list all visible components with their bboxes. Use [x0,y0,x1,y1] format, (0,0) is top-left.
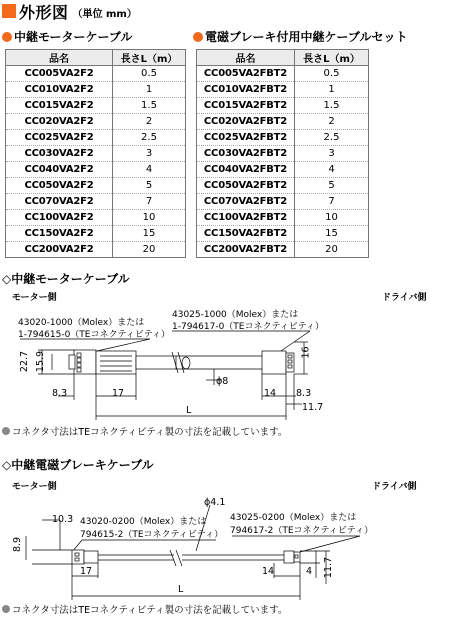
part-number-cell: CC025VA2F2 [6,130,113,146]
part-number-cell: CC015VA2FBT2 [197,98,295,114]
col-header-length: 長さL（m） [113,50,186,66]
part-number-cell: CC010VA2FBT2 [197,82,295,98]
diagram1-conn-right-2: 1-794617-0（TEコネクティビティ） [172,322,325,332]
dim-L: L [178,584,184,595]
part-number-cell: CC050VA2FBT2 [197,178,295,194]
part-number-cell: CC070VA2F2 [6,194,113,210]
note-bullet-icon [2,605,10,613]
part-number-cell: CC030VA2FBT2 [197,146,295,162]
dim-15-9: 15.9 [35,350,47,373]
length-cell: 7 [295,194,369,210]
length-cell: 0.5 [113,66,186,82]
length-cell: 2 [113,114,186,130]
length-cell: 3 [295,146,369,162]
length-cell: 2 [295,114,369,130]
diagram1-note [2,424,287,438]
dim-L: L [186,405,192,416]
diagram2-motor-side: モーター側 [12,482,57,492]
dim-14: 14 [264,388,277,399]
diagram2-note-text: コネクタ寸法はTEコネクティビティ製の寸法を記載しています。 [12,605,288,616]
dim-16: 16 [300,346,312,359]
length-cell: 7 [113,194,186,210]
col-header-length: 長さL（m） [295,50,369,66]
length-cell: 4 [295,162,369,178]
part-number-cell: CC150VA2FBT2 [197,226,295,242]
dim-8-3-left: 8.3 [52,388,68,399]
length-cell: 4 [113,162,186,178]
length-cell: 2.5 [295,130,369,146]
diagram1-note-text: コネクタ寸法はTEコネクティビティ製の寸法を記載しています。 [12,427,288,438]
part-number-cell: CC005VA2FBT2 [197,66,295,82]
length-cell: 15 [113,226,186,242]
dim-phi8: ϕ8 [216,376,229,387]
dim-11-7: 11.7 [302,402,324,413]
length-cell: 3 [113,146,186,162]
part-number-cell: CC020VA2FBT2 [197,114,295,130]
diagram2-conn-right-1: 43025-0200（Molex）または [230,513,357,523]
part-number-cell: CC200VA2F2 [6,242,113,258]
length-cell: 15 [295,226,369,242]
dim-4: 4 [306,566,313,577]
dim-14: 14 [262,566,275,577]
col-header-part: 品名 [6,50,113,66]
dim-11-7: 11.7 [323,556,335,579]
length-cell: 20 [295,242,369,258]
part-number-cell: CC005VA2F2 [6,66,113,82]
length-cell: 0.5 [295,66,369,82]
diagram2-conn-right-2: 794617-2（TEコネクティビティ） [230,526,374,536]
diagram1-driver-side: ドライバ側 [382,293,427,303]
diagram1-conn-right-1: 43025-1000（Molex）または [172,310,299,320]
title-text: 外形図 [19,2,69,22]
length-cell: 10 [113,210,186,226]
dim-8-3-right: 8.3 [296,388,312,399]
diagram2-driver-side: ドライバ側 [372,482,417,492]
part-number-cell: CC200VA2FBT2 [197,242,295,258]
part-number-cell: CC010VA2F2 [6,82,113,98]
dim-8-9: 8.9 [12,536,24,553]
length-cell: 1.5 [113,98,186,114]
length-cell: 5 [295,178,369,194]
length-cell: 5 [113,178,186,194]
diagram2-conn-left-1: 43020-0200（Molex）または [80,517,207,527]
length-cell: 1 [113,82,186,98]
diagram2-heading: ◇中継電磁ブレーキケーブル [2,458,154,472]
dim-17: 17 [112,388,125,399]
part-number-cell: CC040VA2FBT2 [197,162,295,178]
right-heading-text: 電磁ブレーキ付用中継ケーブルセット [205,30,408,44]
part-number-cell: CC015VA2F2 [6,98,113,114]
part-number-cell: CC150VA2F2 [6,226,113,242]
diagram1-conn-left-1: 43020-1000（Molex）または [18,318,145,328]
left-heading-text: 中継モーターケーブル [14,30,133,44]
part-number-cell: CC040VA2F2 [6,162,113,178]
part-number-cell: CC100VA2F2 [6,210,113,226]
length-cell: 10 [295,210,369,226]
part-number-cell: CC030VA2F2 [6,146,113,162]
part-number-cell: CC025VA2FBT2 [197,130,295,146]
part-number-cell: CC050VA2F2 [6,178,113,194]
title-unit: （単位 mm） [72,8,137,20]
dim-phi4-1: ϕ4.1 [204,497,226,508]
length-cell: 1.5 [295,98,369,114]
length-cell: 2.5 [113,130,186,146]
part-number-cell: CC100VA2FBT2 [197,210,295,226]
dim-17: 17 [80,566,93,577]
dim-22-7: 22.7 [19,350,31,373]
diagram1-heading: ◇中継モーターケーブル [2,272,130,286]
length-cell: 20 [113,242,186,258]
note-bullet-icon [2,427,10,435]
dim-10-3: 10.3 [52,514,74,525]
diagram1-motor-side: モーター側 [12,293,57,303]
diagram1-conn-left-2: 1-794615-0（TEコネクティビティ） [18,330,171,340]
length-cell: 1 [295,82,369,98]
part-number-cell: CC020VA2F2 [6,114,113,130]
diagram2-conn-left-2: 794615-2（TEコネクティビティ） [80,530,224,540]
diagram2-note [2,602,287,616]
part-number-cell: CC070VA2FBT2 [197,194,295,210]
col-header-part: 品名 [197,50,295,66]
